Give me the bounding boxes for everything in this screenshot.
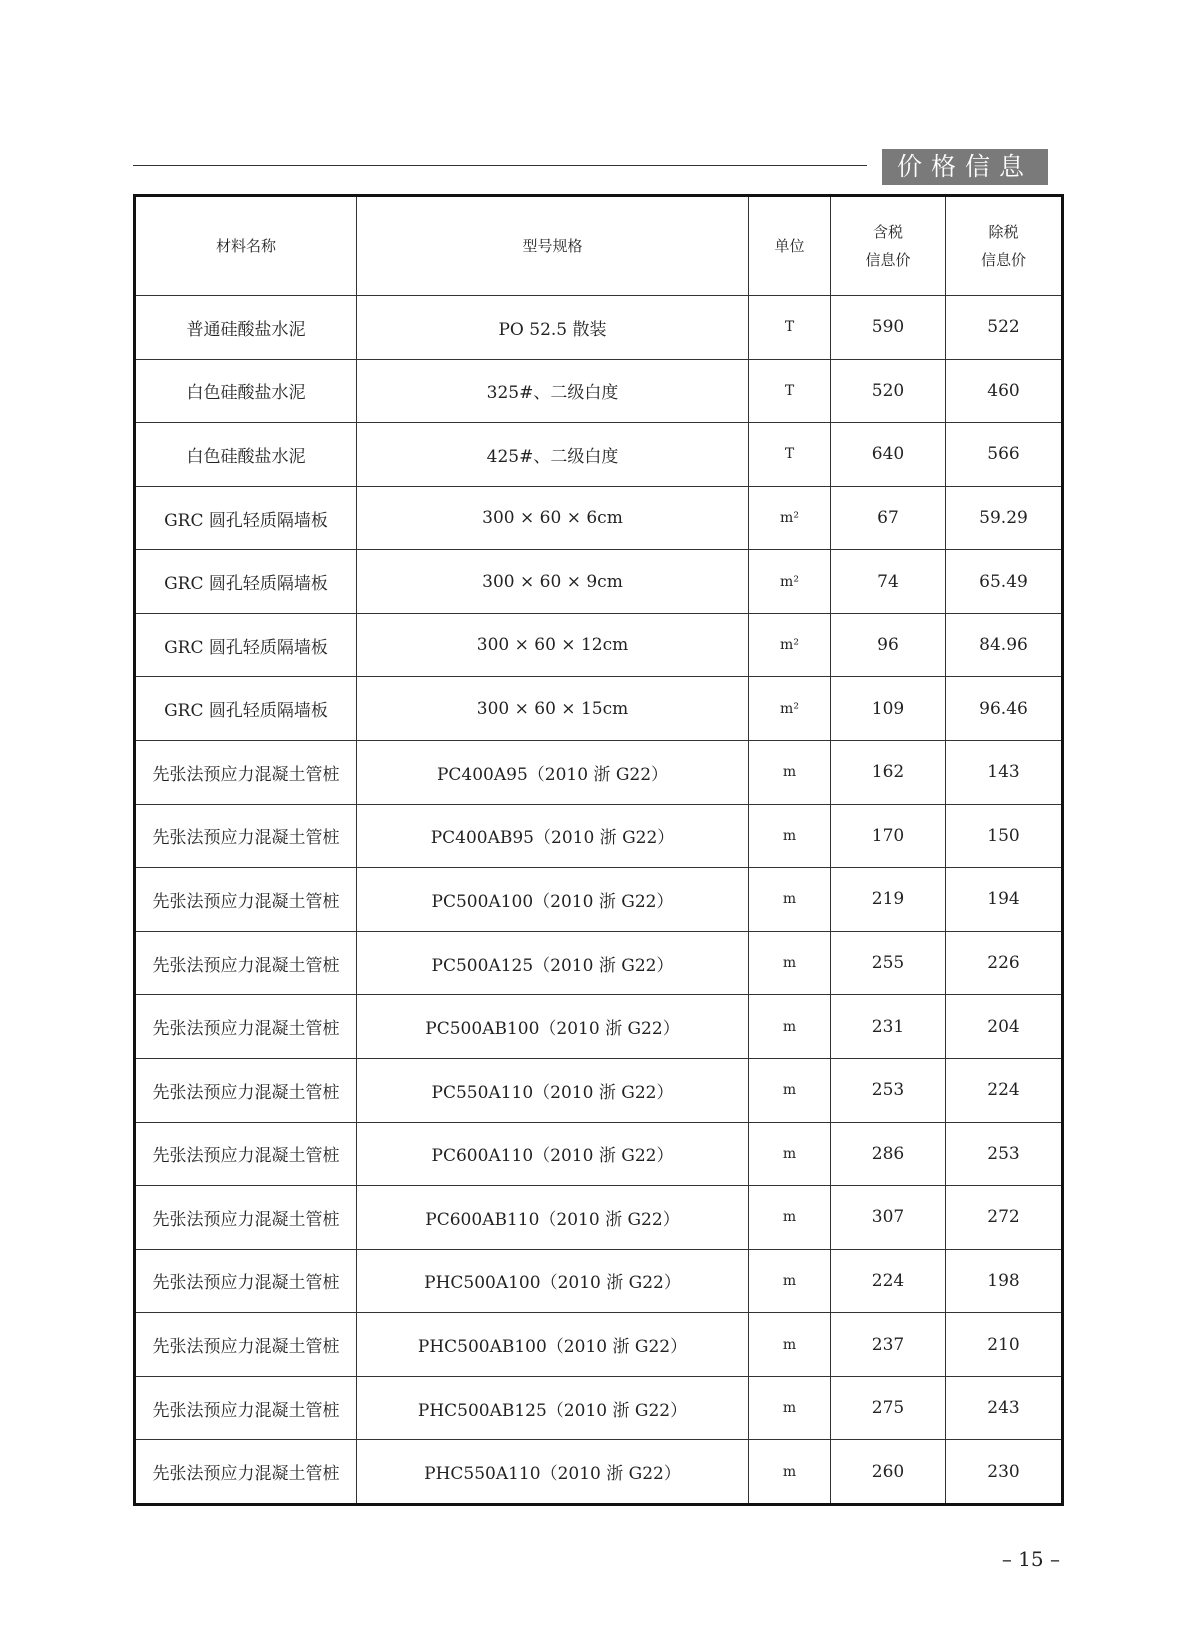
table-row xyxy=(135,1249,1063,1313)
material-name-cell: 先张法预应力混凝土管桩 xyxy=(135,1186,357,1250)
material-name-cell: 先张法预应力混凝土管桩 xyxy=(135,931,357,995)
unit-cell: m² xyxy=(749,677,831,741)
header-rule xyxy=(133,165,867,166)
table-row xyxy=(135,1058,1063,1122)
spec-cell: PHC550A110（2010 浙 G22） xyxy=(357,1440,749,1505)
price-without-tax-cell: 143 xyxy=(946,741,1063,805)
spec-cell: PHC500AB100（2010 浙 G22） xyxy=(357,1313,749,1377)
unit-cell: T xyxy=(749,296,831,360)
material-name-cell: 先张法预应力混凝土管桩 xyxy=(135,1249,357,1313)
spec-cell: PC400A95（2010 浙 G22） xyxy=(357,741,749,805)
table-row xyxy=(135,677,1063,741)
col-header-spec: 型号规格 xyxy=(357,196,749,296)
material-name-cell: 白色硅酸盐水泥 xyxy=(135,423,357,487)
spec-cell: 300 × 60 × 12cm xyxy=(357,613,749,677)
price-with-tax-cell: 590 xyxy=(831,296,946,360)
unit-cell: m xyxy=(749,1376,831,1440)
price-with-tax-cell: 162 xyxy=(831,741,946,805)
price-without-tax-cell: 150 xyxy=(946,804,1063,868)
spec-cell: 300 × 60 × 9cm xyxy=(357,550,749,614)
material-name-cell: GRC 圆孔轻质隔墙板 xyxy=(135,613,357,677)
price-without-tax-cell: 224 xyxy=(946,1058,1063,1122)
material-name-cell: 先张法预应力混凝土管桩 xyxy=(135,868,357,932)
price-without-tax-cell: 65.49 xyxy=(946,550,1063,614)
spec-cell: PHC500A100（2010 浙 G22） xyxy=(357,1249,749,1313)
material-name-cell: 先张法预应力混凝土管桩 xyxy=(135,1376,357,1440)
material-name-cell: 白色硅酸盐水泥 xyxy=(135,359,357,423)
material-name-cell: 先张法预应力混凝土管桩 xyxy=(135,741,357,805)
table-row xyxy=(135,1122,1063,1186)
price-with-tax-cell: 237 xyxy=(831,1313,946,1377)
material-name-cell: 先张法预应力混凝土管桩 xyxy=(135,1313,357,1377)
price-without-tax-cell: 226 xyxy=(946,931,1063,995)
material-name-cell: 先张法预应力混凝土管桩 xyxy=(135,1440,357,1505)
price-without-tax-cell: 566 xyxy=(946,423,1063,487)
unit-cell: m² xyxy=(749,486,831,550)
price-without-tax-cell: 460 xyxy=(946,359,1063,423)
table-row xyxy=(135,995,1063,1059)
price-table xyxy=(133,194,1064,1506)
price-without-tax-cell: 96.46 xyxy=(946,677,1063,741)
unit-cell: m xyxy=(749,1122,831,1186)
material-name-cell: 先张法预应力混凝土管桩 xyxy=(135,1058,357,1122)
unit-cell: m xyxy=(749,1440,831,1505)
price-with-tax-cell: 286 xyxy=(831,1122,946,1186)
material-name-cell: 先张法预应力混凝土管桩 xyxy=(135,995,357,1059)
material-name-cell: GRC 圆孔轻质隔墙板 xyxy=(135,550,357,614)
col-header-unit: 单位 xyxy=(749,196,831,296)
table-row xyxy=(135,741,1063,805)
spec-cell: PC400AB95（2010 浙 G22） xyxy=(357,804,749,868)
table-row xyxy=(135,931,1063,995)
unit-cell: m² xyxy=(749,613,831,677)
price-without-tax-cell: 84.96 xyxy=(946,613,1063,677)
price-with-tax-cell: 307 xyxy=(831,1186,946,1250)
spec-cell: 425#、二级白度 xyxy=(357,423,749,487)
price-without-tax-cell: 204 xyxy=(946,995,1063,1059)
col-header-price-with-tax: 含税 信息价 xyxy=(831,196,946,296)
price-with-tax-cell: 96 xyxy=(831,613,946,677)
unit-cell: m xyxy=(749,931,831,995)
spec-cell: 325#、二级白度 xyxy=(357,359,749,423)
price-without-tax-cell: 210 xyxy=(946,1313,1063,1377)
unit-cell: m xyxy=(749,1058,831,1122)
table-row xyxy=(135,804,1063,868)
price-with-tax-cell: 275 xyxy=(831,1376,946,1440)
price-with-tax-cell: 640 xyxy=(831,423,946,487)
material-name-cell: 先张法预应力混凝土管桩 xyxy=(135,1122,357,1186)
material-name-cell: 先张法预应力混凝土管桩 xyxy=(135,804,357,868)
table-row xyxy=(135,1186,1063,1250)
price-without-tax-cell: 253 xyxy=(946,1122,1063,1186)
price-with-tax-cell: 224 xyxy=(831,1249,946,1313)
price-with-tax-cell: 520 xyxy=(831,359,946,423)
spec-cell: PC600AB110（2010 浙 G22） xyxy=(357,1186,749,1250)
table-row xyxy=(135,296,1063,360)
spec-cell: 300 × 60 × 15cm xyxy=(357,677,749,741)
price-with-tax-cell: 170 xyxy=(831,804,946,868)
spec-cell: PC500AB100（2010 浙 G22） xyxy=(357,995,749,1059)
table-header-row xyxy=(135,196,1063,296)
unit-cell: m xyxy=(749,1249,831,1313)
spec-cell: PC550A110（2010 浙 G22） xyxy=(357,1058,749,1122)
price-with-tax-cell: 260 xyxy=(831,1440,946,1505)
price-without-tax-cell: 194 xyxy=(946,868,1063,932)
price-with-tax-cell: 231 xyxy=(831,995,946,1059)
unit-cell: m xyxy=(749,1313,831,1377)
price-without-tax-cell: 243 xyxy=(946,1376,1063,1440)
unit-cell: m xyxy=(749,741,831,805)
unit-cell: m xyxy=(749,804,831,868)
spec-cell: PC500A125（2010 浙 G22） xyxy=(357,931,749,995)
table-row xyxy=(135,423,1063,487)
price-with-tax-cell: 255 xyxy=(831,931,946,995)
unit-cell: m xyxy=(749,868,831,932)
table-row xyxy=(135,613,1063,677)
table-row xyxy=(135,359,1063,423)
price-with-tax-cell: 74 xyxy=(831,550,946,614)
spec-cell: PC600A110（2010 浙 G22） xyxy=(357,1122,749,1186)
price-with-tax-cell: 67 xyxy=(831,486,946,550)
table-row xyxy=(135,868,1063,932)
table-row xyxy=(135,486,1063,550)
unit-cell: T xyxy=(749,423,831,487)
price-without-tax-cell: 522 xyxy=(946,296,1063,360)
unit-cell: m² xyxy=(749,550,831,614)
table-row xyxy=(135,550,1063,614)
page-number: – 15 – xyxy=(1001,1547,1060,1571)
price-with-tax-cell: 109 xyxy=(831,677,946,741)
unit-cell: T xyxy=(749,359,831,423)
table-row xyxy=(135,1313,1063,1377)
price-with-tax-cell: 253 xyxy=(831,1058,946,1122)
col-header-price-without-tax: 除税 信息价 xyxy=(946,196,1063,296)
price-without-tax-cell: 198 xyxy=(946,1249,1063,1313)
price-with-tax-cell: 219 xyxy=(831,868,946,932)
spec-cell: PO 52.5 散装 xyxy=(357,296,749,360)
section-title: 价格信息 xyxy=(882,149,1048,185)
material-name-cell: GRC 圆孔轻质隔墙板 xyxy=(135,486,357,550)
price-without-tax-cell: 230 xyxy=(946,1440,1063,1505)
table-row xyxy=(135,1440,1063,1505)
table-row xyxy=(135,1376,1063,1440)
price-without-tax-cell: 272 xyxy=(946,1186,1063,1250)
spec-cell: PHC500AB125（2010 浙 G22） xyxy=(357,1376,749,1440)
spec-cell: PC500A100（2010 浙 G22） xyxy=(357,868,749,932)
spec-cell: 300 × 60 × 6cm xyxy=(357,486,749,550)
material-name-cell: 普通硅酸盐水泥 xyxy=(135,296,357,360)
col-header-material-name: 材料名称 xyxy=(135,196,357,296)
price-without-tax-cell: 59.29 xyxy=(946,486,1063,550)
unit-cell: m xyxy=(749,995,831,1059)
material-name-cell: GRC 圆孔轻质隔墙板 xyxy=(135,677,357,741)
unit-cell: m xyxy=(749,1186,831,1250)
table-body xyxy=(135,296,1063,1505)
